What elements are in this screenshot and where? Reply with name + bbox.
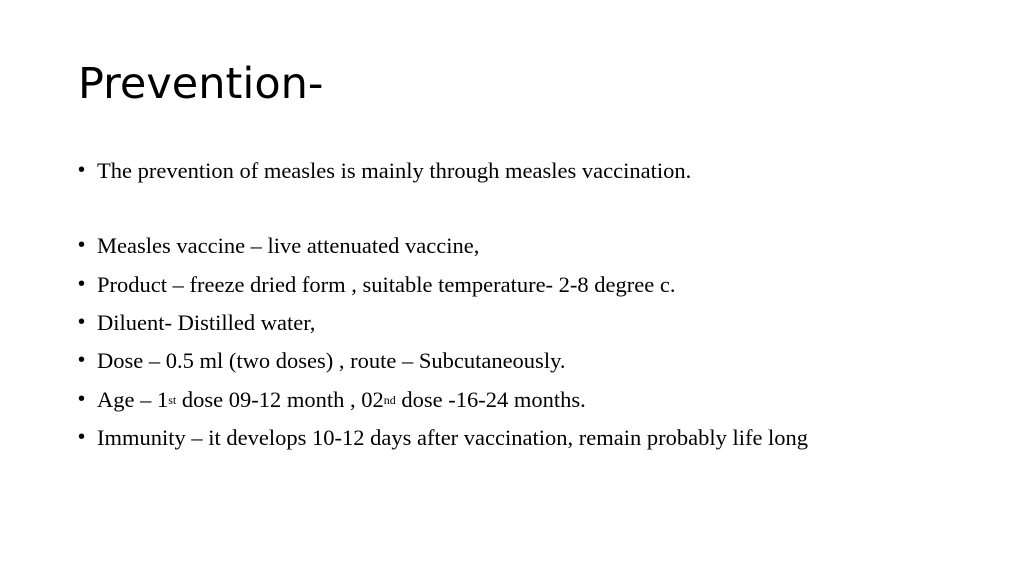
bullet-text: Product – freeze dried form , suitable temperature- 2-8 degree c. bbox=[97, 272, 676, 297]
ordinal-superscript: st bbox=[168, 393, 177, 407]
slide-title: Prevention- bbox=[78, 59, 324, 109]
bullet-text-part: dose 09-12 month , 02 bbox=[176, 387, 384, 412]
ordinal-superscript: nd bbox=[383, 393, 396, 407]
bullet-dot-icon: • bbox=[78, 349, 86, 371]
bullet-text: Measles vaccine – live attenuated vaccine, bbox=[97, 233, 480, 258]
bullet-dot-icon: • bbox=[78, 388, 86, 410]
bullet-text: Dose – 0.5 ml (two doses) , route – Subcutaneously. bbox=[97, 348, 566, 373]
bullet-dot-icon: • bbox=[78, 426, 86, 448]
bullet-text: The prevention of measles is mainly through measles vaccination. bbox=[97, 158, 692, 183]
bullet-text: Immunity – it develops 10-12 days after vaccination, remain probably life long bbox=[97, 425, 809, 450]
bullet-text-part: Age – 1 bbox=[97, 387, 169, 412]
bullet-text bbox=[97, 385, 586, 415]
bullet-text: Diluent- Distilled water, bbox=[97, 310, 316, 335]
bullet-dot-icon: • bbox=[78, 311, 86, 333]
bullet-dot-icon: • bbox=[78, 273, 86, 295]
bullet-dot-icon: • bbox=[78, 159, 86, 181]
bullet-text-part: dose -16-24 months. bbox=[395, 387, 586, 412]
bullet-dot-icon: • bbox=[78, 234, 86, 256]
